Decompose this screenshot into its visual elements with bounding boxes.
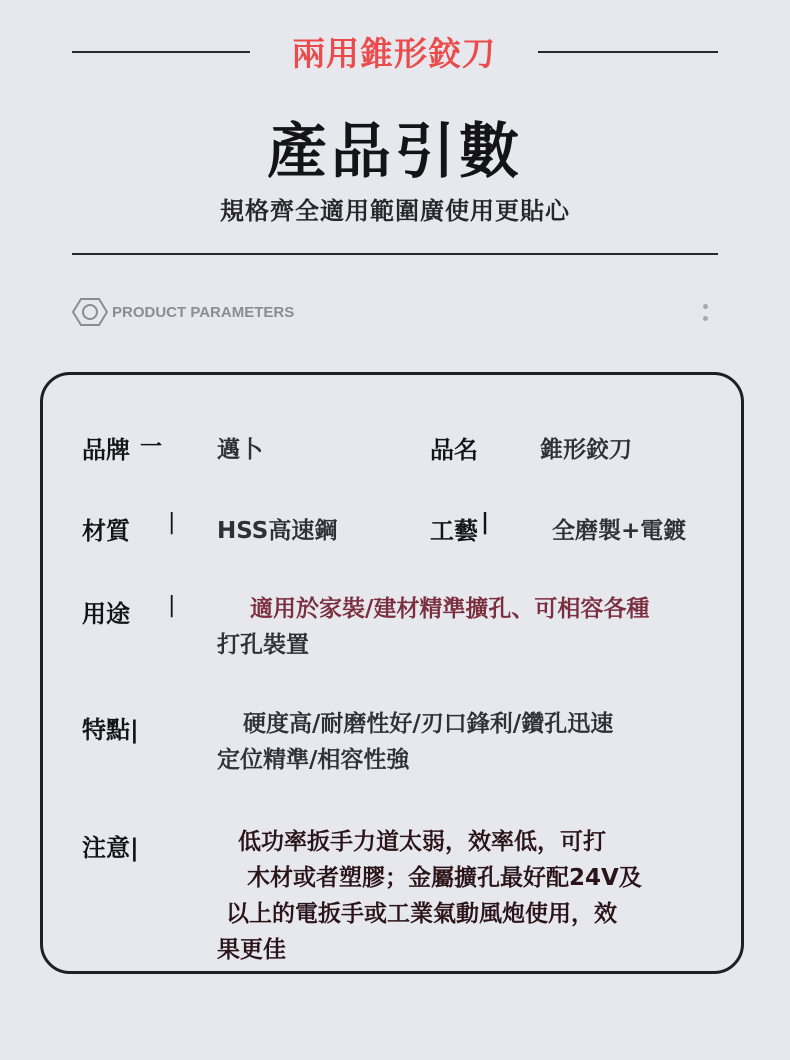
brand-value: 邁卜 xyxy=(217,437,263,463)
craft-label: 工藝 xyxy=(430,517,478,545)
note-line-1: 低功率扳手力道太弱，效率低，可打 xyxy=(238,829,606,855)
feature-line-2: 定位精準/相容性強 xyxy=(217,747,410,773)
header-line-right xyxy=(538,51,718,53)
material-label: 材質 xyxy=(82,517,130,545)
name-value: 錐形鉸刀 xyxy=(540,437,632,463)
page-title: 產品引數 xyxy=(267,117,523,187)
note-line-2: 木材或者塑膠；金屬擴孔最好配24V及 xyxy=(247,865,642,891)
page-subtitle: 規格齊全適用範圍廣使用更貼心 xyxy=(220,197,570,225)
section-header xyxy=(72,296,294,328)
product-category-title: 兩用錐形鉸刀 xyxy=(292,34,496,73)
brand-separator: 一 xyxy=(140,435,163,460)
craft-separator: | xyxy=(481,510,490,535)
header-line-left xyxy=(72,51,250,53)
material-value: HSS高速鋼 xyxy=(217,518,338,544)
craft-value: 全磨製+電鍍 xyxy=(552,518,687,544)
feature-label: 特點| xyxy=(82,716,139,744)
more-dots-icon xyxy=(702,304,710,328)
usage-label: 用途 xyxy=(82,600,130,628)
material-separator: | xyxy=(168,510,176,535)
note-line-3: 以上的電扳手或工業氣動風炮使用，效 xyxy=(226,901,617,927)
usage-line-2: 打孔裝置 xyxy=(217,632,309,658)
hexagon-nut-icon xyxy=(72,297,108,327)
section-label: PRODUCT PARAMETERS xyxy=(112,303,295,321)
header-divider xyxy=(72,253,718,255)
usage-separator: | xyxy=(168,593,176,618)
brand-label: 品牌 xyxy=(82,436,130,464)
feature-line-1: 硬度高/耐磨性好/刃口鋒利/鑽孔迅速 xyxy=(243,711,614,737)
note-line-4: 果更佳 xyxy=(217,937,286,963)
usage-line-1: 適用於家裝/建材精準擴孔、可相容各種 xyxy=(250,596,650,622)
name-label: 品名 xyxy=(430,436,478,464)
note-label: 注意| xyxy=(82,834,139,862)
